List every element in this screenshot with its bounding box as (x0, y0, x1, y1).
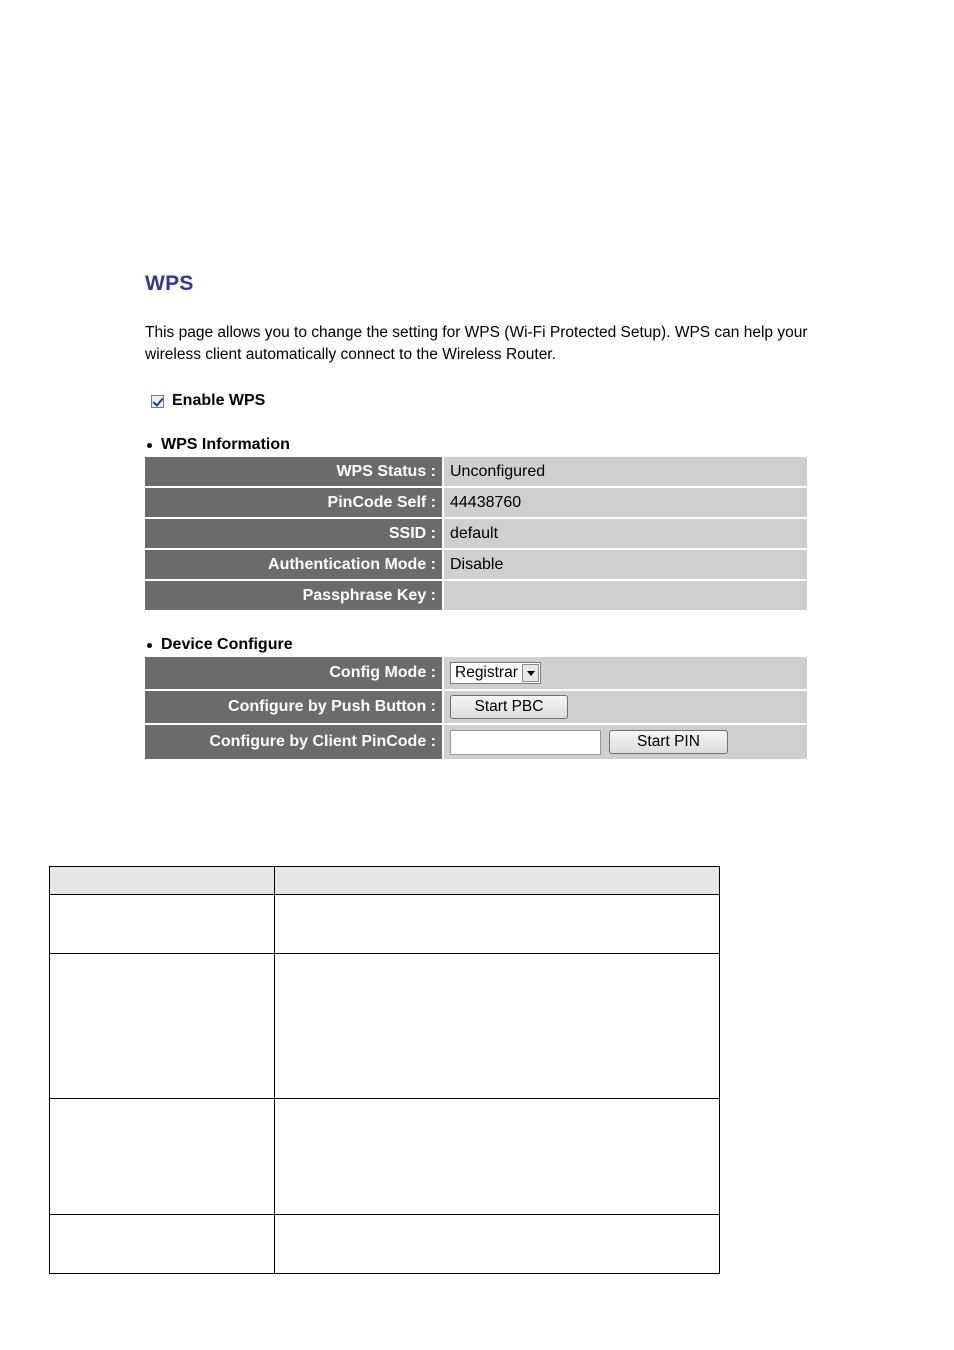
authentication-mode-row (145, 550, 807, 579)
authentication-mode-label: Authentication Mode : (145, 550, 442, 579)
push-button-cell (444, 691, 807, 723)
bullet-icon (147, 443, 152, 448)
table-cell (50, 1215, 275, 1274)
config-mode-cell (444, 657, 807, 689)
wps-status-row (145, 457, 807, 486)
table-row (50, 1099, 720, 1215)
ssid-label: SSID : (145, 519, 442, 548)
enable-wps-row[interactable] (151, 392, 265, 410)
table-cell (275, 954, 720, 1099)
table-header-row (50, 867, 720, 895)
enable-wps-checkbox[interactable] (151, 395, 164, 408)
table-cell (275, 867, 720, 895)
device-configure-heading-text: Device Configure (161, 636, 293, 653)
table-row (50, 1215, 720, 1274)
table-cell (50, 867, 275, 895)
start-pbc-button[interactable]: Start PBC (450, 695, 568, 719)
description-table (49, 866, 720, 1274)
device-configure-table (145, 657, 807, 761)
table-cell (275, 895, 720, 954)
table-row (50, 895, 720, 954)
authentication-mode-value: Disable (444, 550, 807, 579)
passphrase-key-row (145, 581, 807, 610)
wps-information-heading-text: WPS Information (161, 436, 290, 453)
config-mode-select[interactable] (450, 662, 541, 684)
client-pincode-label: Configure by Client PinCode : (145, 725, 442, 759)
push-button-label: Configure by Push Button : (145, 691, 442, 723)
wps-status-value: Unconfigured (444, 457, 807, 486)
pincode-self-row (145, 488, 807, 517)
client-pincode-cell (444, 725, 807, 759)
push-button-row (145, 691, 807, 723)
bullet-icon (147, 643, 152, 648)
start-pin-button[interactable]: Start PIN (609, 730, 728, 754)
page-title: WPS (145, 272, 194, 295)
passphrase-key-label: Passphrase Key : (145, 581, 442, 610)
table-row (50, 954, 720, 1099)
wps-information-table (145, 457, 807, 612)
device-configure-heading (147, 636, 293, 654)
ssid-value: default (444, 519, 807, 548)
client-pincode-row (145, 725, 807, 759)
table-cell (275, 1215, 720, 1274)
table-cell (275, 1099, 720, 1215)
table-cell (50, 954, 275, 1099)
config-mode-label: Config Mode : (145, 657, 442, 689)
passphrase-key-value (444, 581, 807, 610)
enable-wps-label: Enable WPS (172, 392, 266, 409)
pincode-self-label: PinCode Self : (145, 488, 442, 517)
page-description: This page allows you to change the setting for WPS (Wi-Fi Protected Setup). WPS can help your wireless client automatically connect to the Wireless Router. (145, 324, 808, 363)
client-pincode-input[interactable] (450, 730, 601, 755)
chevron-down-icon[interactable] (522, 664, 539, 682)
pincode-self-value: 44438760 (444, 488, 807, 517)
config-mode-row (145, 657, 807, 689)
wps-status-label: WPS Status : (145, 457, 442, 486)
config-mode-selected: Registrar (455, 664, 518, 681)
table-cell (50, 895, 275, 954)
wps-information-heading (147, 436, 290, 454)
ssid-row (145, 519, 807, 548)
table-cell (50, 1099, 275, 1215)
